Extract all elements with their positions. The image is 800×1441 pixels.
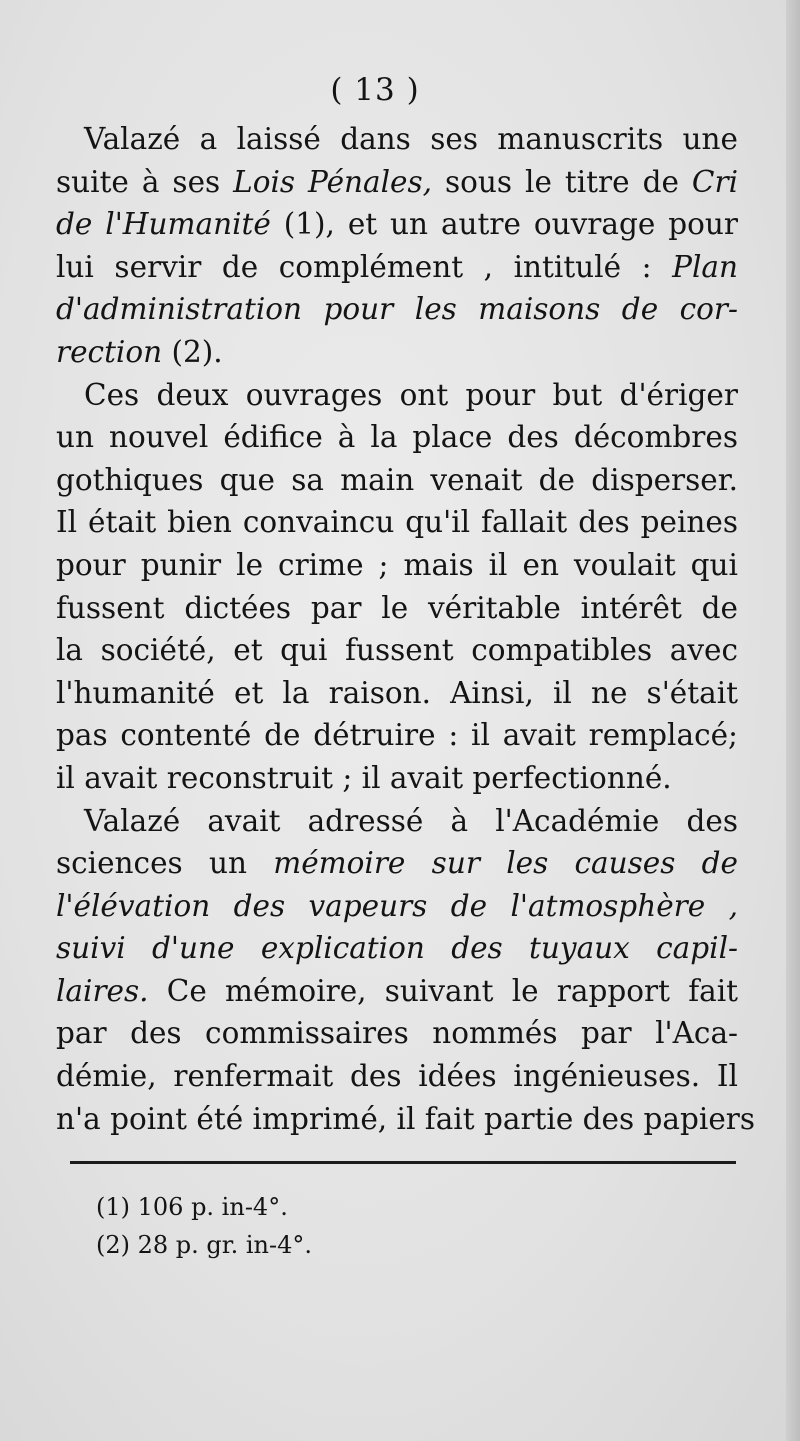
paragraph-3 [56, 800, 756, 1141]
text-line [56, 885, 738, 928]
text-line [56, 331, 738, 374]
text-segment: n'a point été imprimé, il fait partie des papiers [56, 1101, 756, 1136]
text-line [56, 416, 738, 459]
text-segment: un nouvel édifice à la place des décombres [56, 420, 738, 455]
text-line [56, 800, 738, 843]
text-segment: pour punir le crime ; mais il en voulait qui [56, 547, 738, 582]
footnote-2: (2) 28 p. gr. in-4°. [96, 1231, 313, 1259]
text-segment: Ces deux ouvrages ont pour but d'ériger [84, 377, 738, 412]
italic-text: Cri [691, 164, 738, 199]
page-number: ( 13 ) [330, 72, 420, 108]
text-line [56, 374, 738, 417]
text-line [56, 714, 738, 757]
italic-text: Plan [672, 249, 738, 284]
page-edge [786, 0, 800, 1441]
italic-text: rection [56, 334, 163, 369]
text-line [56, 161, 738, 204]
text-segment: Ce mémoire, suivant le rapport fait [148, 973, 738, 1008]
text-line [56, 629, 738, 672]
text-segment: par des commissaires nommés par l'Aca- [56, 1016, 738, 1051]
text-segment: lui servir de complément , intitulé : [56, 249, 673, 284]
text-segment: suite à ses [56, 164, 234, 199]
text-segment: la société, et qui fussent compatibles avec [56, 633, 738, 668]
text-segment: il avait reconstruit ; il avait perfectionné. [56, 760, 672, 795]
italic-text: suivi d'une explication des tuyaux capil- [56, 931, 738, 966]
paragraph-1 [56, 118, 738, 374]
italic-text: laires. [56, 973, 149, 1008]
italic-text: mémoire sur les causes de [273, 846, 738, 881]
italic-text: Lois Pénales, [233, 164, 433, 199]
text-line [56, 757, 738, 800]
text-line [56, 501, 738, 544]
text-segment: fussent dictées par le véritable intérêt de [56, 590, 738, 625]
footnote-rule [70, 1161, 736, 1164]
text-line [56, 1012, 738, 1055]
text-segment: (2). [162, 334, 223, 369]
text-segment: sous le titre de [432, 164, 692, 199]
text-line [56, 203, 738, 246]
text-segment: gothiques que sa main venait de disperser. [56, 462, 738, 497]
text-segment: sciences un [56, 846, 274, 881]
text-line [56, 544, 738, 587]
text-segment: pas contenté de détruire : il avait remplacé; [56, 718, 738, 753]
text-line [56, 970, 738, 1013]
text-segment: (1), et un autre ouvrage pour [270, 207, 739, 242]
italic-text: d'administration pour les maisons de cor- [56, 292, 738, 327]
paragraph-2 [56, 374, 738, 800]
text-segment: l'humanité et la raison. Ainsi, il ne s'était [56, 675, 738, 710]
italic-text: l'élévation des vapeurs de l'atmosphère , [56, 888, 738, 923]
footnote-1: (1) 106 p. in-4°. [96, 1193, 288, 1221]
text-line [56, 587, 738, 630]
text-line [56, 288, 738, 331]
text-line [56, 1098, 756, 1141]
italic-text: de l'Humanité [56, 207, 271, 242]
text-line [56, 459, 738, 502]
text-line [56, 1055, 738, 1098]
text-segment: démie, renfermait des idées ingénieuses. Il [56, 1059, 738, 1094]
text-segment: Valazé a laissé dans ses manuscrits une [84, 122, 738, 156]
text-line [56, 246, 738, 289]
text-line [56, 118, 738, 161]
text-segment: Il était bien convaincu qu'il fallait des peines [56, 505, 738, 540]
footnotes [96, 1188, 312, 1264]
body-text [56, 118, 756, 1140]
text-segment: Valazé avait adressé à l'Académie des [84, 803, 738, 838]
text-line [56, 672, 738, 715]
text-line [56, 842, 738, 885]
text-line [56, 927, 738, 970]
